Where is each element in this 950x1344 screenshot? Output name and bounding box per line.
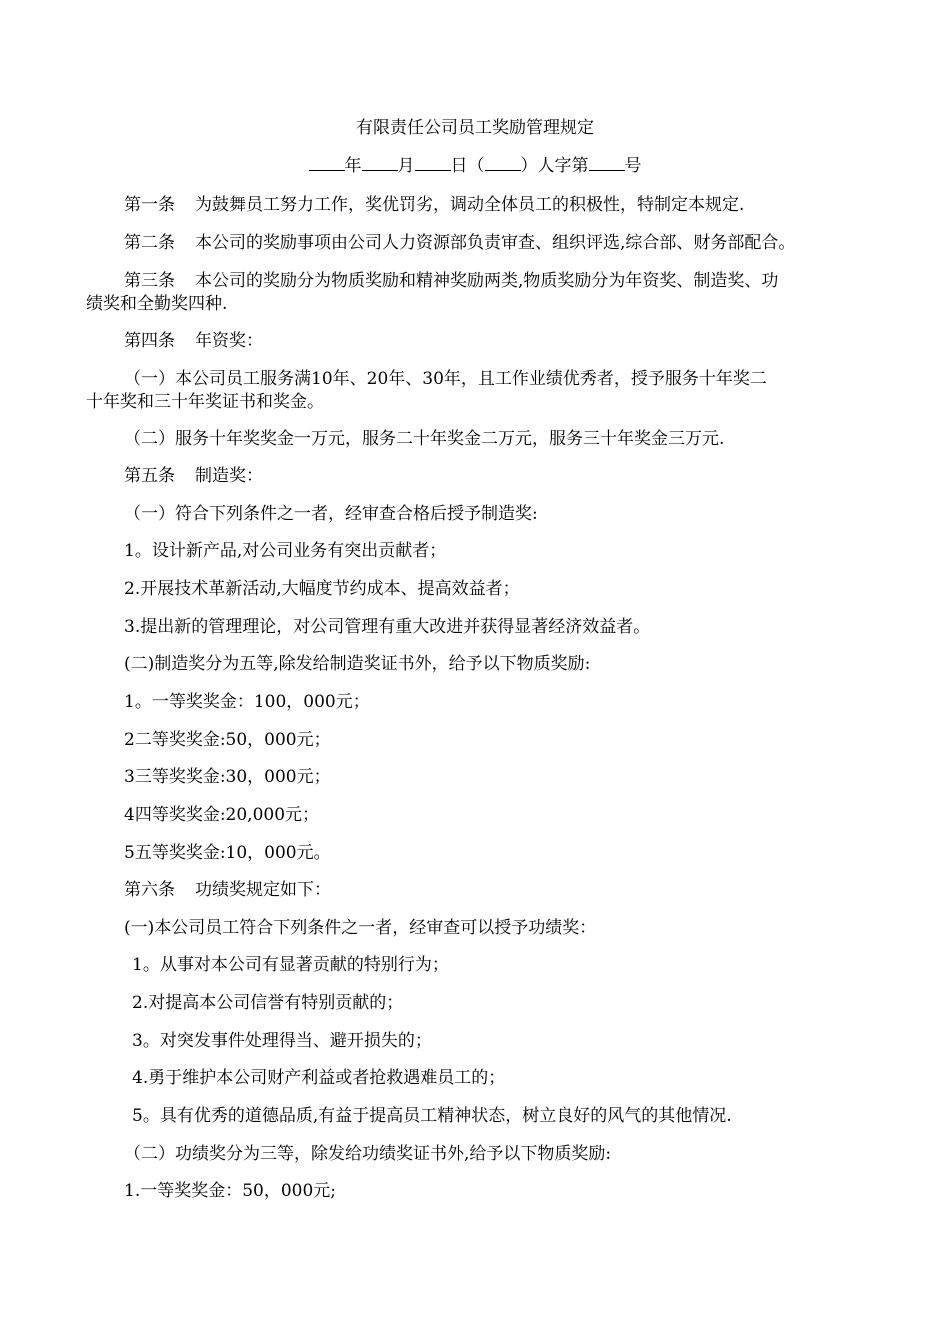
article-5-reward-4: 4四等奖奖金:20,000元； — [124, 805, 320, 825]
article-6-item-2: 2.对提高本公司信誉有特别贡献的； — [132, 993, 404, 1013]
article-4-para-1-line-2: 十年奖和三十年奖证书和奖金。 — [86, 392, 324, 412]
article-5-para-1: （一）符合下列条件之一者，经审查合格后授予制造奖: — [124, 504, 538, 524]
article-5 — [124, 464, 263, 488]
article-4-label: 第四条 — [124, 331, 175, 351]
category-blank — [485, 152, 521, 171]
article-4-para-1-line-1: （一）本公司员工服务满10年、20年、30年，且工作业绩优秀者，授予服务十年奖二 — [124, 369, 767, 389]
article-5-reward-1: 1。一等奖奖金：100，000元； — [124, 692, 370, 712]
article-6-item-5: 5。具有优秀的道德品质,有益于提高员工精神状态，树立良好的风气的其他情况. — [132, 1106, 732, 1126]
article-3-line-1 — [124, 269, 778, 293]
article-4-text: 年资奖： — [195, 331, 263, 351]
year-blank — [309, 152, 345, 171]
article-4-para-2: （二）服务十年奖奖金一万元，服务二十年奖金二万元，服务三十年奖金三万元. — [124, 429, 725, 449]
article-6-item-4: 4.勇于维护本公司财产利益或者抢救遇难员工的； — [132, 1068, 506, 1088]
article-3-line-2: 绩奖和全勤奖四种. — [86, 294, 228, 314]
article-6-para-1: (一)本公司员工符合下列条件之一者，经审查可以授予功绩奖： — [124, 918, 597, 938]
article-6-reward-1: 1.一等奖奖金：50，000元; — [124, 1181, 337, 1201]
article-5-text: 制造奖： — [195, 466, 263, 486]
day-blank — [415, 152, 451, 171]
article-5-reward-3: 3三等奖奖金:30，000元； — [124, 767, 331, 787]
day-suffix: 日（ — [450, 156, 485, 176]
article-5-item-2: 2.开展技术革新活动,大幅度节约成本、提高效益者； — [124, 579, 520, 599]
article-3-label: 第三条 — [124, 271, 175, 291]
year-suffix: 年 — [344, 156, 362, 176]
article-6-item-3: 3。对突发事件处理得当、避开损失的； — [132, 1031, 432, 1051]
article-5-label: 第五条 — [124, 466, 175, 486]
month-suffix: 月 — [397, 156, 415, 176]
article-1-label: 第一条 — [124, 195, 175, 215]
article-1 — [124, 193, 744, 217]
article-2 — [124, 231, 795, 255]
close-paren-text: ）人字第 — [520, 156, 589, 176]
article-3-text-1: 本公司的奖励分为物质奖励和精神奖励两类,物质奖励分为年资奖、制造奖、功 — [195, 271, 779, 291]
article-6-label: 第六条 — [124, 880, 175, 900]
article-6-para-2: （二）功绩奖分为三等，除发给功绩奖证书外,给予以下物质奖励: — [124, 1144, 612, 1164]
article-5-reward-5: 5五等奖奖金:10，000元。 — [124, 843, 331, 863]
article-6-item-1: 1。从事对本公司有显著贡献的特别行为； — [132, 955, 449, 975]
article-2-label: 第二条 — [124, 233, 175, 253]
article-5-item-3: 3.提出新的管理理论，对公司管理有重大改进并获得显著经济效益者。 — [124, 617, 651, 637]
number-suffix: 号 — [624, 156, 642, 176]
article-1-text: 为鼓舞员工努力工作，奖优罚劣，调动全体员工的积极性，特制定本规定. — [195, 195, 745, 215]
month-blank — [362, 152, 398, 171]
document-title: 有限责任公司员工奖励管理规定 — [356, 118, 594, 138]
article-5-reward-2: 2二等奖奖金:50，000元； — [124, 730, 331, 750]
article-4 — [124, 329, 263, 353]
article-5-item-1: 1。设计新产品,对公司业务有突出贡献者； — [124, 541, 447, 561]
article-2-text: 本公司的奖励事项由公司人力资源部负责审查、组织评选,综合部、财务部配合。 — [195, 233, 796, 253]
document-number-line — [0, 152, 950, 179]
article-6-text: 功绩奖规定如下： — [195, 880, 331, 900]
article-6 — [124, 878, 331, 902]
article-5-para-2: (二)制造奖分为五等,除发给制造奖证书外，给予以下物质奖励: — [124, 654, 591, 674]
number-blank — [589, 152, 625, 171]
